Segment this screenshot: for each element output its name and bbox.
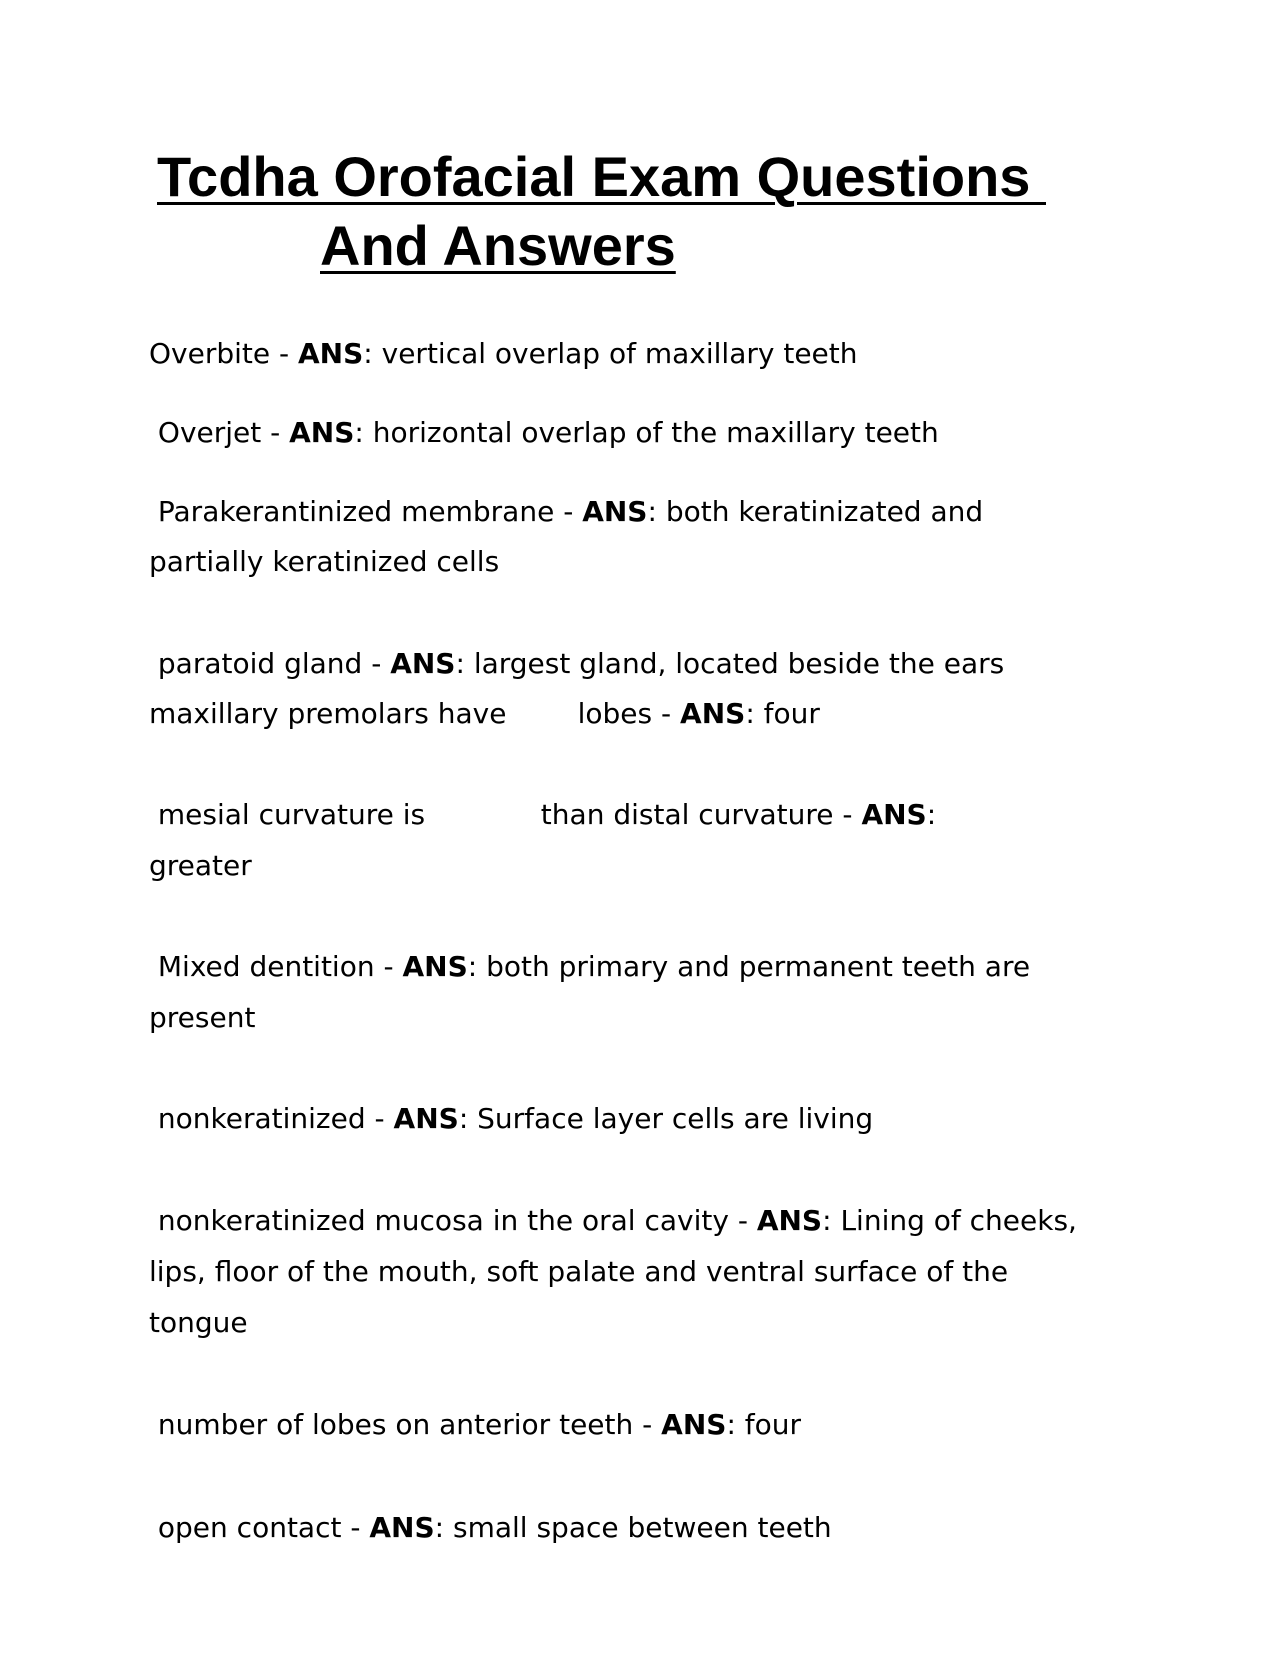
question-text: number of lobes on anterior teeth - [149, 1408, 662, 1441]
question-text: open contact - [149, 1511, 370, 1544]
ans-label: ANS [393, 1102, 459, 1135]
qa-item-overjet [149, 416, 939, 450]
ans-label: ANS [289, 416, 355, 449]
answer-text: : horizontal overlap of the maxillary teeth [354, 416, 939, 449]
ans-label: ANS [390, 647, 456, 680]
question-text: nonkeratinized mucosa in the oral cavity - [149, 1204, 757, 1237]
ans-label: ANS [661, 1408, 727, 1441]
question-text: paratoid gland - [149, 647, 391, 680]
question-text: maxillary premolars have lobes - [149, 697, 681, 730]
ans-label: ANS [680, 697, 746, 730]
qa-item-overbite [149, 337, 858, 371]
question-text: mesial curvature is than distal curvature - [149, 798, 862, 831]
answer-continuation: tongue [149, 1306, 248, 1339]
answer-text: : four [745, 697, 820, 730]
question-text: Overbite - [149, 337, 299, 370]
question-text: Mixed dentition - [149, 950, 403, 983]
question-text: Overjet - [149, 416, 290, 449]
qa-item-open-contact [149, 1511, 832, 1545]
answer-text: : both primary and permanent teeth are [467, 950, 1031, 983]
question-text: nonkeratinized - [149, 1102, 394, 1135]
qa-item-mixed-dentition [149, 950, 1030, 984]
qa-item-paratoid-gland [149, 647, 1004, 681]
question-text: Parakerantinized membrane - [149, 495, 583, 528]
document-title-line-1: Tcdha Orofacial Exam Questions [157, 145, 1046, 208]
qa-item-premolar-lobes [149, 697, 820, 731]
qa-item-anterior-lobes [149, 1408, 801, 1442]
answer-text: : Lining of cheeks, [822, 1204, 1077, 1237]
qa-item-parakeratinized [149, 495, 983, 529]
qa-item-nonkeratinized [149, 1102, 873, 1136]
ans-label: ANS [402, 950, 468, 983]
answer-text: : vertical overlap of maxillary teeth [363, 337, 858, 370]
answer-continuation: present [149, 1001, 256, 1034]
answer-text: : small space between teeth [434, 1511, 832, 1544]
qa-item-mesial-curvature [149, 798, 936, 832]
answer-continuation: greater [149, 849, 252, 882]
ans-label: ANS [582, 495, 648, 528]
answer-text: : four [726, 1408, 802, 1441]
answer-text: : both keratinizated and [647, 495, 984, 528]
ans-label: ANS [298, 337, 364, 370]
document-title-line-2: And Answers [320, 214, 676, 277]
answer-text: : Surface layer cells are living [458, 1102, 874, 1135]
answer-text: : largest gland, located beside the ears [455, 647, 1005, 680]
answer-continuation: lips, floor of the mouth, soft palate and ventral surface of the [149, 1255, 1009, 1288]
ans-label: ANS [861, 798, 927, 831]
ans-label: ANS [756, 1204, 823, 1237]
answer-continuation: partially keratinized cells [149, 545, 500, 578]
qa-item-nonkeratinized-mucosa [149, 1204, 1077, 1238]
ans-label: ANS [369, 1511, 435, 1544]
answer-text: : [926, 798, 937, 831]
